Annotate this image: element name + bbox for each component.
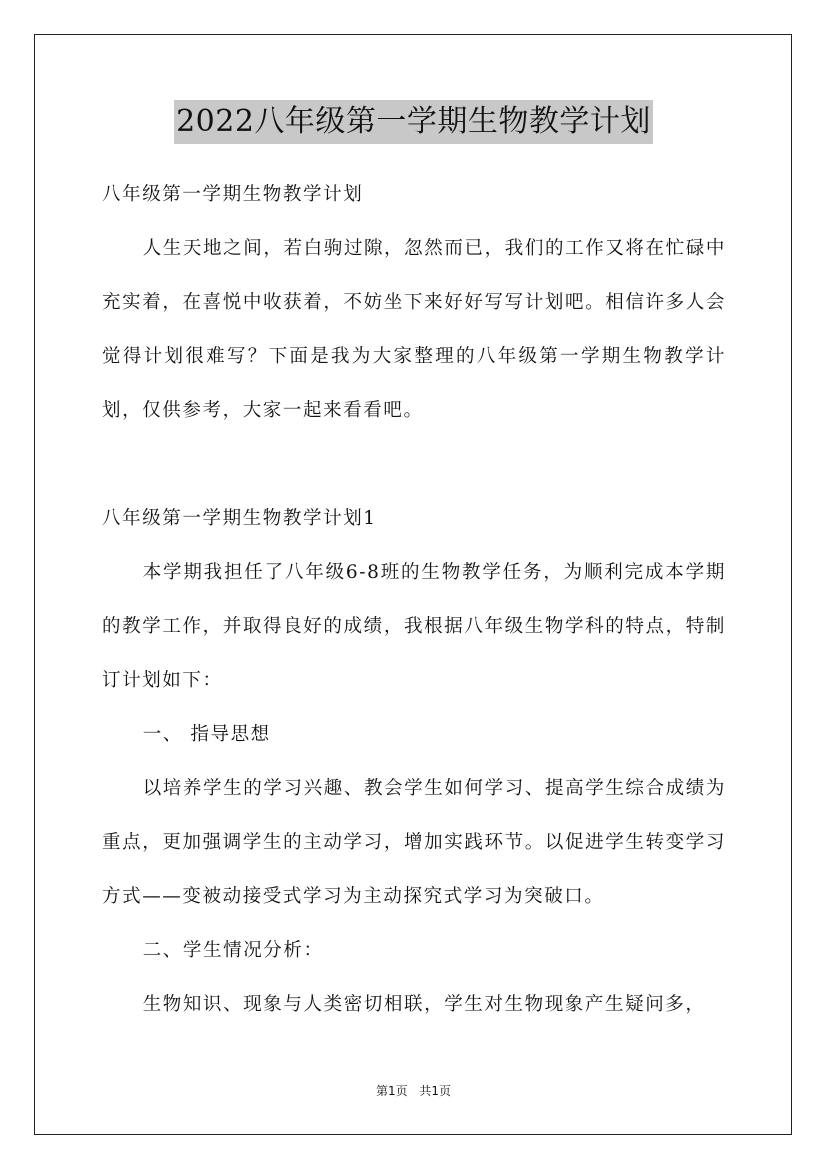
document-body — [102, 168, 726, 1032]
page-footer — [0, 1082, 827, 1099]
section-heading: 八年级第一学期生物教学计划1 — [102, 508, 377, 529]
subheading: 八年级第一学期生物教学计划 — [102, 184, 364, 205]
page-total: 共1页 — [419, 1084, 452, 1098]
body-paragraph: 本学期我担任了八年级6-8班的生物教学任务，为顺利完成本学期的教学工作，并取得良好的成绩，我根据八年级生物学科的特点，特制订计划如下： — [102, 562, 726, 691]
heading-guiding-ideology: 一、 指导思想 — [142, 724, 271, 745]
title-container — [0, 100, 827, 144]
page-number: 第1页 — [375, 1084, 408, 1098]
blank-line — [102, 438, 726, 492]
body-paragraph: 生物知识、现象与人类密切相联，学生对生物现象产生疑问多， — [142, 994, 706, 1015]
heading-student-analysis: 二、学生情况分析： — [142, 940, 324, 961]
body-paragraph: 以培养学生的学习兴趣、教会学生如何学习、提高学生综合成绩为重点，更加强调学生的主动学习，增加实践环节。以促进学生转变学习方式——变被动接受式学习为主动探究式学习为突破口。 — [102, 778, 726, 907]
document-title: 2022八年级第一学期生物教学计划 — [174, 100, 653, 144]
intro-paragraph: 人生天地之间，若白驹过隙，忽然而已，我们的工作又将在忙碌中充实着，在喜悦中收获着，不妨坐下来好好写写计划吧。相信许多人会觉得计划很难写？下面是我为大家整理的八年级第一学期生物教学计划，仅供参考，大家一起来看看吧。 — [102, 238, 726, 421]
